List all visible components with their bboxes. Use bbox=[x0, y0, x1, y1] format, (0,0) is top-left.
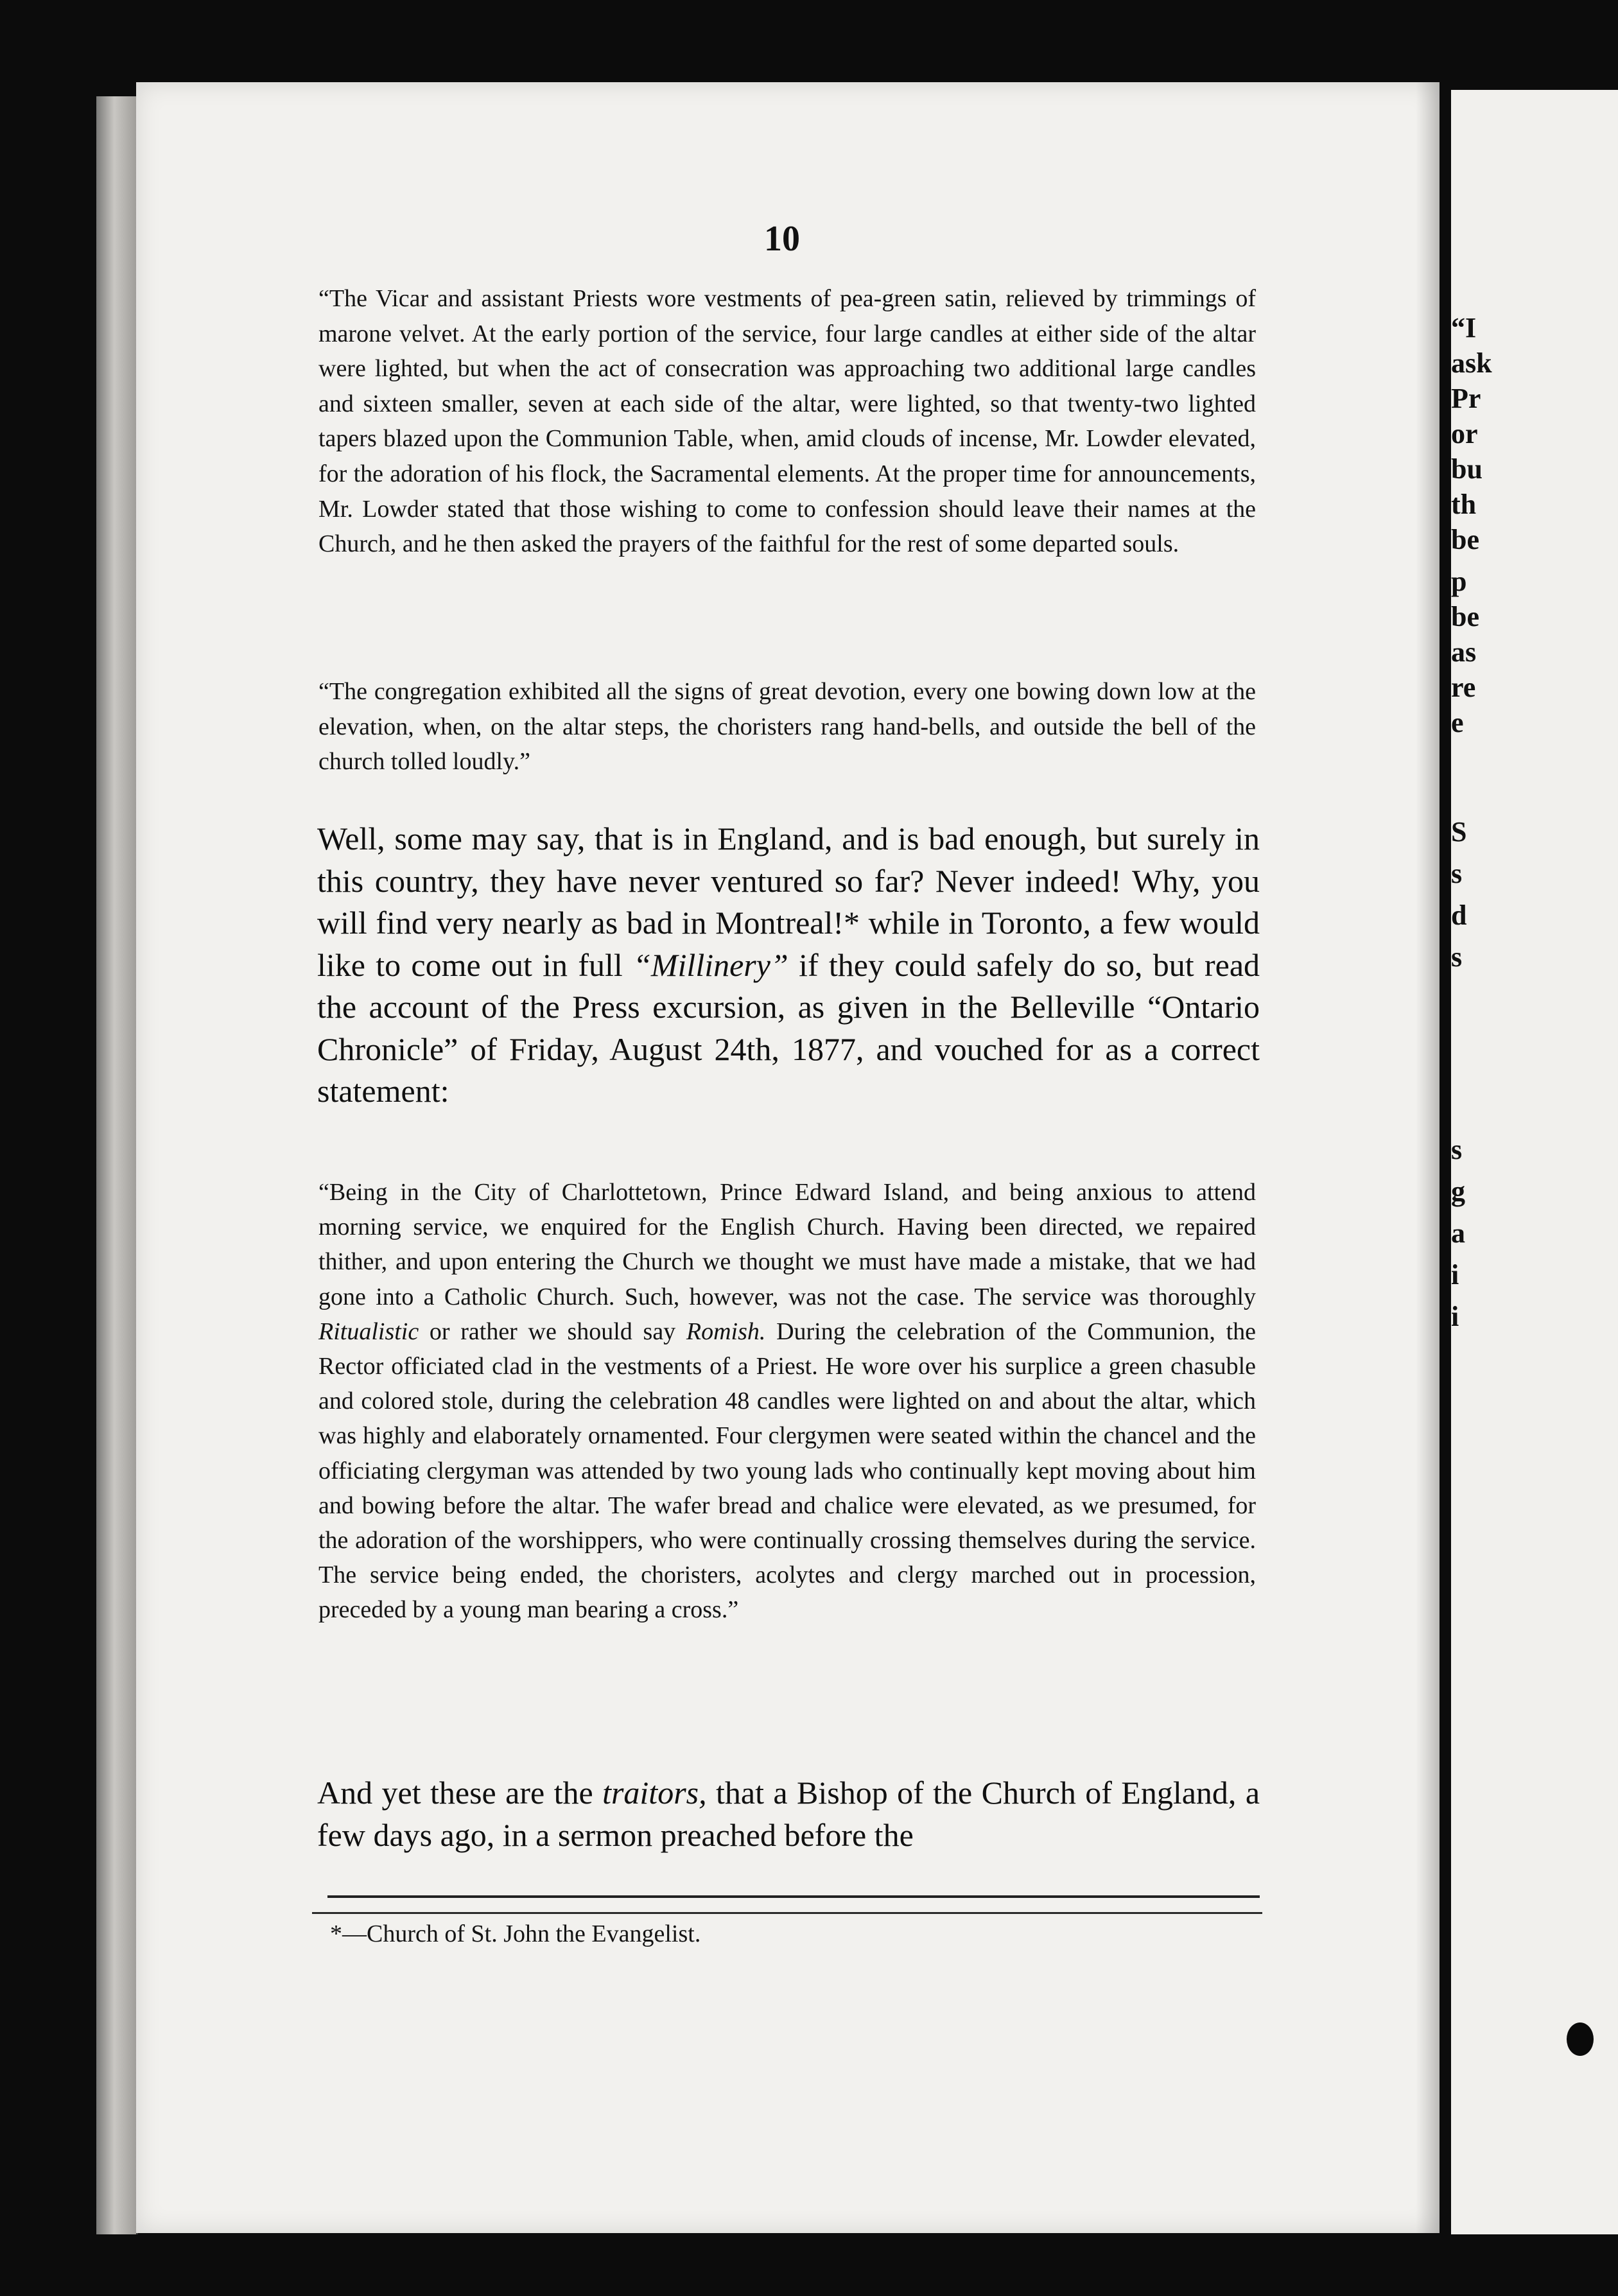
next-page-fragment: d bbox=[1451, 900, 1467, 931]
quote-paragraph: “The Vicar and assistant Priests wore vestments of pea-green satin, relieved by trimmings of marone velvet. At the early portion of the service, four large candles at either side of the altar were lighted, but when the act of consecration was approaching two additional large candles and sixteen smaller, seven at each side of the altar, were lighted, so that twenty-two lighted tapers blazed upon the Communion Table, when, amid clouds of incense, Mr. Lowder elevated, for the adoration of his flock, the Sacramental elements. At the proper time for announcements, Mr. Lowder stated that those wishing to come to confession should leave their names at the Church, and he then asked the prayers of the faithful for the rest of some departed souls. bbox=[318, 285, 1256, 558]
page-gutter-shadow bbox=[1416, 82, 1440, 2233]
quote-vicar-vestments bbox=[318, 281, 1256, 562]
body-paragraph-traitors bbox=[317, 1772, 1260, 1856]
footnote-divider-lower bbox=[312, 1912, 1262, 1914]
quote-text-run: During the celebration of the Communion, the Rector officiated clad in the vestments of a Priest. He wore over his surplice a green chasuble and colored stole, during the celebration 48 candles were lighted on and about the altar, which was highly and elaborately ornamented. Four clergymen were seated within the chancel and the officiating clergyman was attended by two young lads who continually kept moving about him and bowing before the altar. The wafer bread and chalice were elevated, as we presumed, for the adoration of the worshippers, who were continually crossing themselves during the service. The service being ended, the choristers, acolytes and clergy marched out in procession, preceded by a young man bearing a cross.” bbox=[318, 1318, 1257, 1624]
body-text-run: if they could safely do so, but read the account of the Press excursion, as given in the Belleville “Ontario Chronicle” of Friday, August 24th, 1877, and vouched for as a correct statement: bbox=[317, 946, 1260, 1109]
next-page-fragment: s bbox=[1451, 941, 1463, 973]
italic-romish: Romish. bbox=[686, 1318, 766, 1345]
next-page-fragment: bu bbox=[1451, 453, 1483, 485]
next-page-fragment: as bbox=[1451, 636, 1477, 668]
next-page-fragment: S bbox=[1451, 816, 1467, 848]
next-page-fragment: i bbox=[1451, 1301, 1459, 1332]
next-page-fragment: g bbox=[1451, 1176, 1465, 1207]
next-page-fragment: be bbox=[1451, 601, 1479, 632]
body-paragraph bbox=[317, 1772, 1260, 1856]
book-spine bbox=[96, 96, 138, 2234]
next-page-fragment: s bbox=[1451, 1134, 1463, 1165]
italic-traitors: traitors, bbox=[602, 1775, 707, 1811]
next-page-fragment: be bbox=[1451, 524, 1479, 555]
next-page-fragment: “I bbox=[1451, 312, 1477, 344]
next-page-fragment: or bbox=[1451, 418, 1478, 449]
italic-millinery: “Millinery” bbox=[633, 946, 788, 983]
next-page-fragment: Pr bbox=[1451, 383, 1481, 414]
italic-ritualistic: Ritualistic bbox=[318, 1318, 419, 1345]
next-page-fragment: a bbox=[1451, 1217, 1465, 1249]
quote-paragraph bbox=[318, 1175, 1256, 1628]
next-page-fragment: i bbox=[1451, 1259, 1459, 1291]
quote-paragraph: “The congregation exhibited all the signs of great devotion, every one bowing down low at the elevation, when, on the altar steps, the choristers rang hand-bells, and outside the bell of the church tolled loudly.” bbox=[318, 678, 1256, 776]
body-text-run: Well, some may say, that is in England, and is bad enough, but surely in this country, they have never ventured so far? Never indeed! Why, you will find very nearly as bad in Montreal!* while in Toronto, a few would like to come out in full bbox=[317, 821, 1260, 983]
body-text-run: And yet these are the bbox=[317, 1775, 593, 1811]
next-page-fragment: re bbox=[1451, 672, 1476, 703]
next-page-fragment: ask bbox=[1451, 347, 1492, 379]
quote-congregation bbox=[318, 674, 1256, 779]
next-page-fragment: s bbox=[1451, 858, 1463, 889]
next-page-fragment: e bbox=[1451, 707, 1464, 738]
quote-text-run: “Being in the City of Charlottetown, Prince Edward Island, and being anxious to attend morning service, we enquired for the English Church. Having been directed, we repaired thither, and upon entering the Church we thought we must have made a mistake, that we had gone into a Catholic Church. Such, however, was not the case. The service was thoroughly bbox=[318, 1179, 1256, 1310]
quote-charlottetown bbox=[318, 1175, 1256, 1628]
page-right-partial bbox=[1451, 90, 1618, 2234]
body-paragraph bbox=[317, 818, 1260, 1113]
next-page-fragment: th bbox=[1451, 489, 1477, 520]
footnote-divider bbox=[327, 1895, 1260, 1898]
ink-blot bbox=[1567, 2022, 1594, 2056]
body-paragraph-montreal bbox=[317, 818, 1260, 1113]
body-text-run: that a Bishop of the Church of England, a few days ago, in a sermon preached before the bbox=[317, 1775, 1260, 1853]
page-number: 10 bbox=[764, 219, 800, 259]
next-page-fragment: p bbox=[1451, 566, 1467, 597]
quote-text-run: or rather we should say bbox=[429, 1318, 676, 1345]
footnote: *—Church of St. John the Evangelist. bbox=[330, 1920, 701, 1947]
